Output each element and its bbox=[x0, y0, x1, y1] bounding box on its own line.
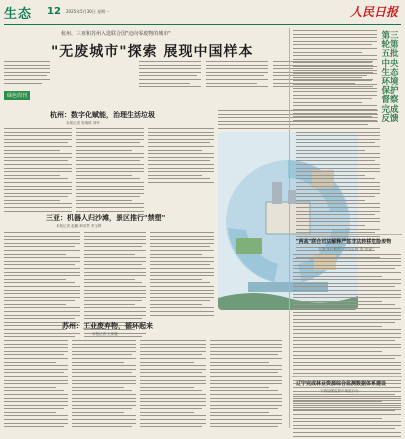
story-byline: 本报记者 王伟健 bbox=[92, 332, 118, 336]
lead-headline: "无废城市"探索 展现中国样本 bbox=[51, 44, 254, 60]
column-badge: 绿色周刊 bbox=[4, 91, 30, 100]
lead-text-col3 bbox=[206, 61, 268, 90]
story-text bbox=[72, 340, 136, 430]
story-text bbox=[4, 128, 72, 214]
rail-divider bbox=[292, 234, 402, 235]
rail-subhead: 下游加强监管不规范行为 bbox=[320, 389, 359, 393]
story-title: 三亚：机器人归沙滩，景区推行"禁塑" bbox=[46, 214, 166, 222]
story-text bbox=[140, 340, 206, 430]
story-text bbox=[76, 128, 144, 214]
story-title: 苏州：工业废弃物，循环起来 bbox=[62, 322, 153, 330]
rail-divider bbox=[292, 376, 402, 377]
story-text bbox=[210, 340, 282, 430]
rail-headline: 辽宁完成林业资源综合监测数据体系建设 bbox=[296, 381, 387, 387]
newspaper-logo: 人民日报 bbox=[349, 5, 398, 19]
vertical-headline: 第三轮第五批中央生态环境保护督察完成反馈 bbox=[381, 31, 399, 124]
story-text bbox=[150, 232, 214, 318]
story-title: 杭州：数字化赋能，治理生活垃圾 bbox=[50, 111, 155, 119]
rail-headline: "两高"联合司法解释严惩非法转移危险废物 bbox=[296, 239, 392, 245]
page-number: 12 bbox=[47, 6, 61, 17]
story-text bbox=[148, 128, 214, 186]
lead-text-col2 bbox=[139, 61, 201, 90]
rail-text bbox=[293, 396, 401, 439]
section-title: 生态 bbox=[4, 7, 33, 22]
story-byline: 本报记者 赵鹏 荆卓然 李玉辉 bbox=[56, 224, 102, 228]
story-byline: 本报记者 窦瑞琪 刘军 bbox=[66, 121, 100, 125]
rail-subhead: 完善"实行职责与规范监督"的"衔接" bbox=[318, 247, 374, 251]
rail-text bbox=[293, 30, 377, 123]
story-text bbox=[4, 340, 68, 430]
header-rule bbox=[4, 24, 401, 25]
masthead bbox=[0, 0, 405, 24]
column-divider bbox=[289, 28, 290, 428]
lead-text-col1 bbox=[4, 61, 50, 86]
lead-kicker: 杭州、三亚和苏州入选联合国"迈向零废物的城市" bbox=[61, 31, 171, 37]
publish-date: 2025年5月30日 星期一 bbox=[66, 9, 110, 14]
